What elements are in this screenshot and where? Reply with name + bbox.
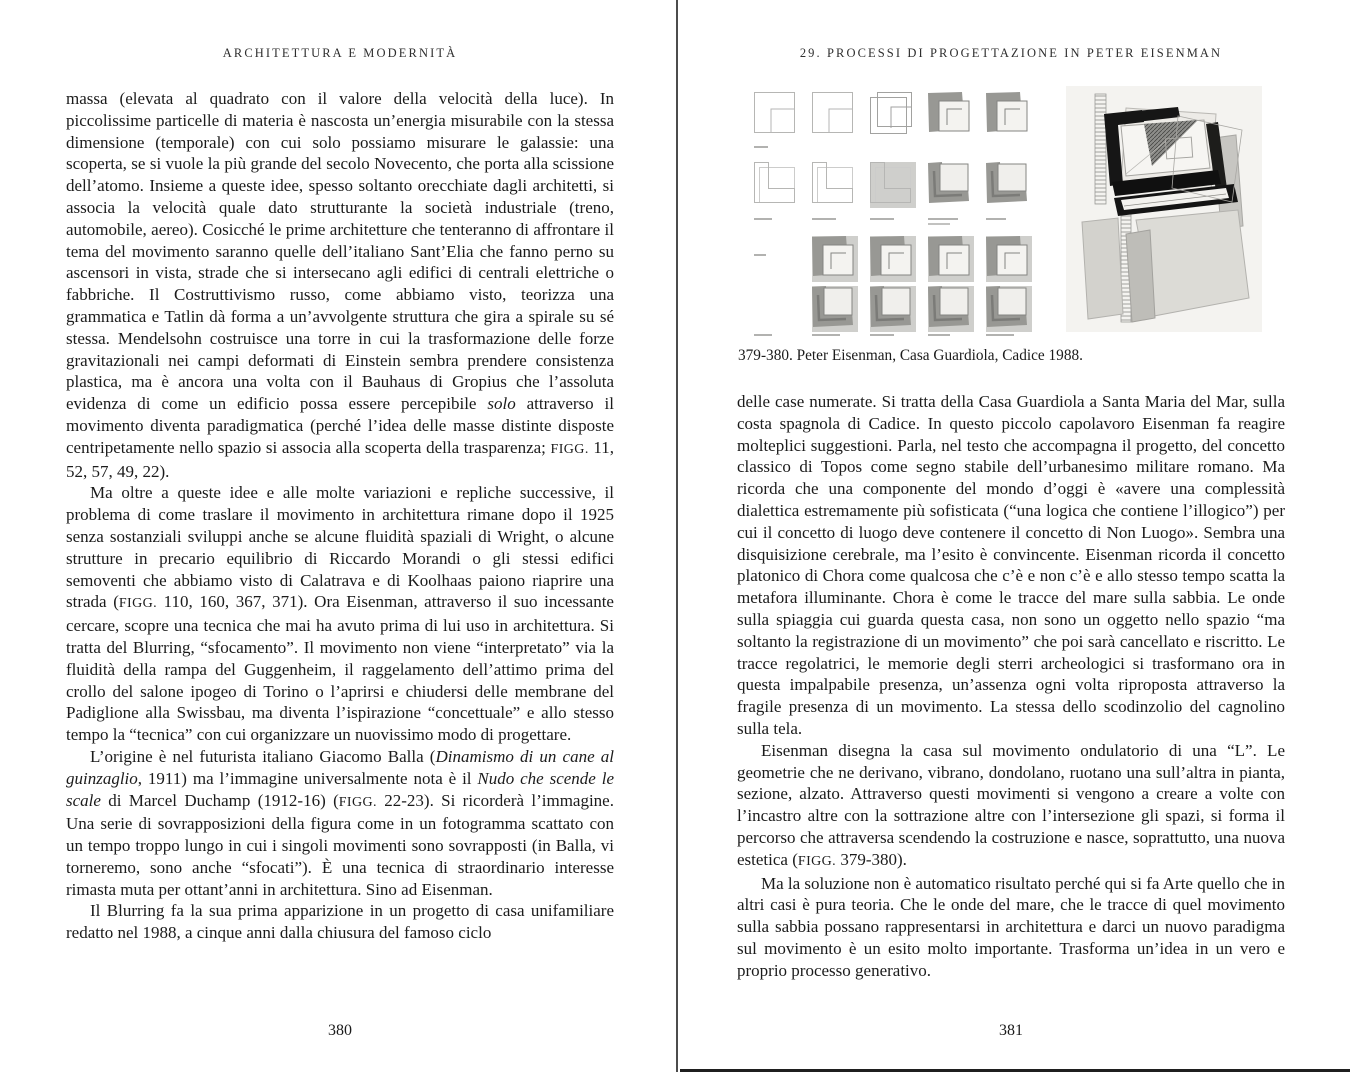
- plan-drawing-figure: [1066, 86, 1262, 332]
- paragraph: massa (elevata al quadrato con il valore della velocità della luce). In piccolissime particelle di materia è nascosta un’energia misurabile con la stessa dimensione (temporale) con cui solo possiamo misurare le galassie: una scoperta, se si vuole la più grande del secolo Novecento, che porta alla scissione dell’atomo. Insieme a queste idee, spesso soltanto orecchiate dagli architetti, si associa la velocità quale dato strutturante la società industriale (treno, automobile, aereo). Cosicché le prime architetture che tenteranno di affrontare il tema del movimento saranno quelle dell’italiano Sant’Elia che fanno perno su ascensori in vista, strade che si intersecano agli edifici di centrali elettriche o fabbriche. Il Costruttivismo russo, come abbiamo visto, teorizza una grammatica e Tatlin dà forma a un’avvolgente struttura che gira a spirale su sé stessa. Mendelsohn costruisce una torre in cui la trasformazione delle forze gravitazionali nei campi deformati di Einstein sembra prendere consistenza plastica, ma è ancora una volta con il Bauhaus di Gropius che l’assoluta evidenza di come un edificio possa essere percepibile solo attraverso il movimento diventa paradigmatica (perché l’idea delle masse distinte disposte centripetamente nello spazio si associa alla scoperta della trasparenza; FIGG. 11, 52, 57, 49, 22).: [66, 89, 615, 481]
- paragraph: Ma la soluzione non è automatico risultato perché qui si fa Arte quello che in altri casi è pura teoria. Che le onde del mare, che le tracce di quel movimento sulla sabbia possano rappresentarsi in architettura e darci un nuovo paradigma sul movimento è un esito molto importante. Trasforma un’idea in un vero e proprio processo generativo.: [737, 873, 1286, 980]
- paragraph: Il Blurring fa la sua prima apparizione in un progetto di casa unifamiliare redatto nel 1988, a cinque anni dalla chiusura del famoso ciclo: [66, 901, 614, 943]
- paragraph: L’origine è nel futurista italiano Giacomo Balla (Dinamismo di un cane al guinzaglio, 1911) ma l’immagine universalmente nota è il Nudo che scende le scale di Marcel Duchamp (1912-16) (FIGG. 22-23). Si ricorderà l’immagine. Una serie di sovrapposizioni della figura come in un fotogramma scattato con un tempo troppo lungo in cui i singoli movimenti sono sovrapposti (in Balla, vi torneremo, sono anche “sfocati”). È una tecnica di straordinario interesse rimasta muta per ottant’anni in architettura. Sino ad Eisenman.: [66, 746, 615, 899]
- figure-caption: 379-380. Peter Eisenman, Casa Guardiola, Cadice 1988.: [738, 347, 1083, 364]
- paragraph: Eisenman disegna la casa sul movimento ondulatorio di una “L”. Le geometrie che ne derivano, vibrano, dondolano, ruotano una sull’altra in pianta, sezione, alzato. Attraverso questi movimenti si vengono a creare a volte con l’incastro altre con la sottrazione altre con l’intersezione gli spazi, si forma il percorso che attraversa scendendo la costruzione e nasce, soprattutto, una nuova estetica (FIGG. 379-380).: [737, 740, 1285, 869]
- left-page-number: 380: [328, 1022, 352, 1039]
- left-body-text: [66, 88, 614, 944]
- left-running-head: ARCHITETTURA E MODERNITÀ: [222, 46, 458, 60]
- paragraph: delle case numerate. Si tratta della Casa Guardiola a Santa Maria del Mar, sulla costa spagnola di Cadice. In questo piccolo capolavoro Eisenman fa reagire molteplici suggestioni. Parla, nel testo che accompagna il progetto, del concetto classico di Topos come segno stabile dell’urbanesimo militare romano. Ma ricorda che una componente del mondo d’oggi è «avere una complessità dialettica estremamente più sofisticata (“una logica che contiene l’illogico”) per cui il concetto di luogo deve contenere il concetto di Non Luogo». Sembra una disquisizione cerebrale, ma l’esito è convincente. Eisenman ricorda il concetto platonico di Chora come qualcosa che c’è e non c’è e allo stesso tempo scatta la metafora illuminante. Chora è come le tracce del mare sulla sabbia. Le onde sulla spiaggia cui guarda questa casa, non sono un oggetto nello spazio “ma soltanto la registrazione di un movimento” che poi sarà cancellato e riscritto. Le tracce regolatrici, le memorie degli sterri archeologici si trasformano ora in questa impalpabile presenza, un’assenza ogni volta riproposta attraverso la fragile presenza di un movimento. La stessa dello scodinzolio del cagnolino sulla tela.: [737, 392, 1285, 738]
- right-page-number: 381: [999, 1022, 1023, 1039]
- process-diagram-grid-figure: [742, 86, 1060, 338]
- right-running-head: 29. PROCESSI DI PROGETTAZIONE IN PETER EISENMAN: [799, 46, 1223, 60]
- right-body-text: [737, 391, 1285, 982]
- paragraph: Ma oltre a queste idee e alle molte variazioni e repliche successive, il problema di come traslare il movimento in architettura rimane dopo il 1925 senza sostanziali sviluppi anche se alcune fluidità spaziali di Wright, o alcune strutture in precario equilibrio di Riccardo Morandi o gli stessi edifici semoventi che abbiamo visto di Calatrava e di Koolhaas paiono riaprire una strada (FIGG. 110, 160, 367, 371). Ora Eisenman, attraverso il suo incessante cercare, scopre una tecnica che mai ha avuto prima di lui uso in architettura. Si tratta del Blurring, “sfocamento”. Il movimento non viene “interpretato” via la fluidità della rampa del Guggenheim, il raggelamento dell’attimo prima del crollo del salone ipogeo di Torino o l’aprirsi e chiudersi delle membrane del Padiglione alla Swissbau, ma diventa l’ispirazione “concettuale” e allo stesso tempo la “tecnica” con cui organizzare un nuovissimo modo di progettare.: [66, 483, 614, 745]
- spine-divider: [676, 0, 678, 1072]
